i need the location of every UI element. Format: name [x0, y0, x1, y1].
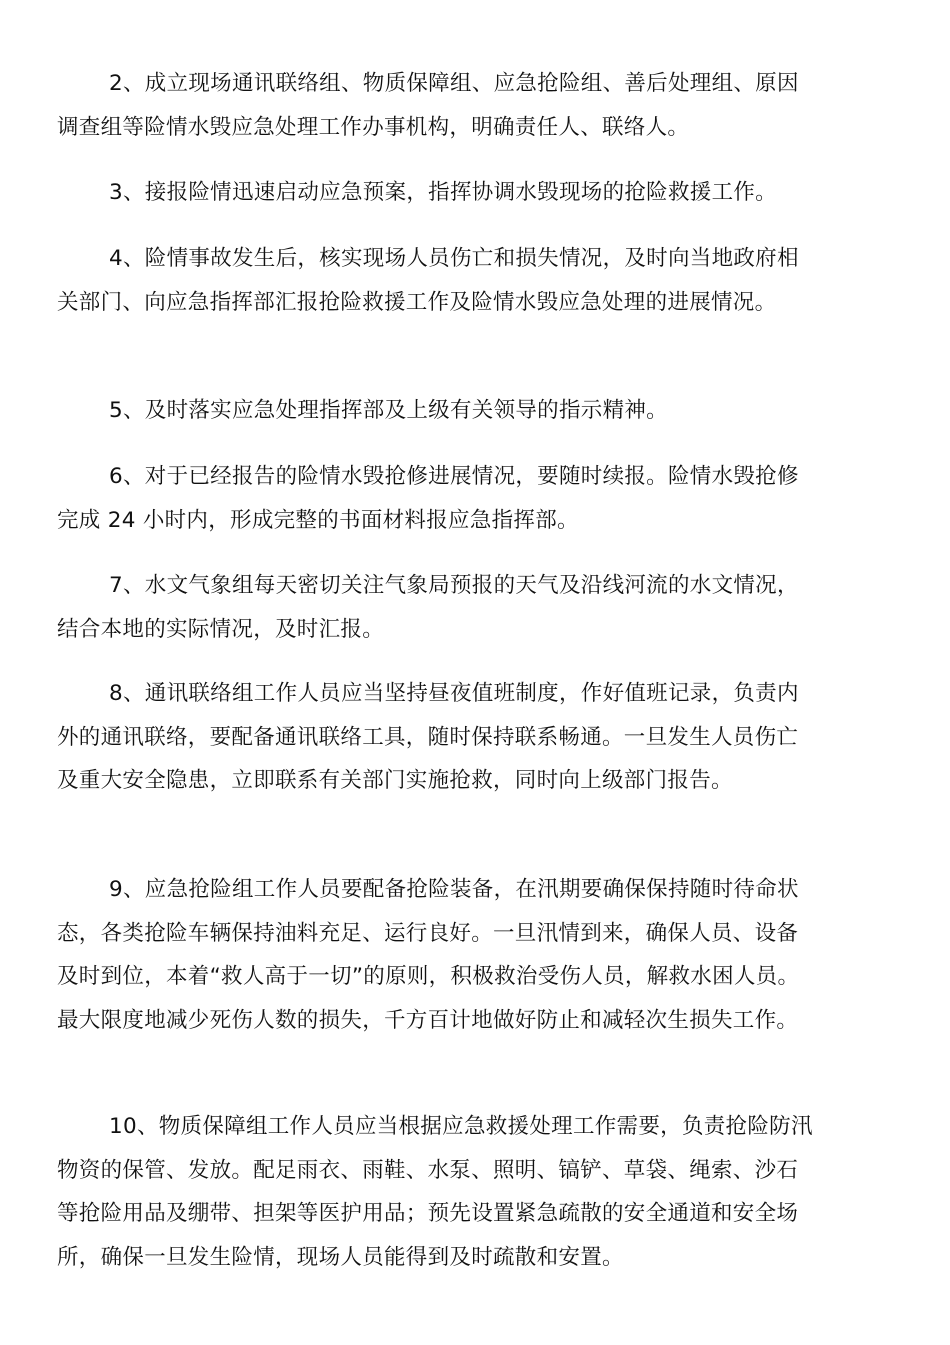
paragraph-item-3: 3、接报险情迅速启动应急预案，指挥协调水毁现场的抢险救援工作。: [109, 180, 777, 205]
paragraph-item-10: 10、物质保障组工作人员应当根据应急救援处理工作需要，负责抢险防汛物资的保管、发放。配足雨衣、雨鞋、水泵、照明、镐铲、草袋、绳索、沙石等抢险用品及绷带、担架等医护用品；预先设置紧急疏散的安全通道和安全场所，确保一旦发生险情，现场人员能得到及时疏散和安置。: [57, 1114, 813, 1270]
paragraph-item-2: 2、成立现场通讯联络组、物质保障组、应急抢险组、善后处理组、原因调查组等险情水毁应急处理工作办事机构，明确责任人、联络人。: [57, 71, 799, 140]
paragraph-item-5: 5、及时落实应急处理指挥部及上级有关领导的指示精神。: [109, 398, 668, 423]
paragraph-item-4: 4、险情事故发生后，核实现场人员伤亡和损失情况，及时向当地政府相关部门、向应急指挥部汇报抢险救援工作及险情水毁应急处理的进展情况。: [57, 246, 799, 315]
paragraph-item-7: 7、水文气象组每天密切关注气象局预报的天气及沿线河流的水文情况，结合本地的实际情况，及时汇报。: [57, 573, 799, 642]
paragraph-item-6: 6、对于已经报告的险情水毁抢修进展情况，要随时续报。险情水毁抢修完成 24 小时内，形成完整的书面材料报应急指挥部。: [57, 464, 799, 533]
paragraph-item-8: 8、通讯联络组工作人员应当坚持昼夜值班制度，作好值班记录，负责内外的通讯联络，要配备通讯联络工具，随时保持联系畅通。一旦发生人员伤亡及重大安全隐患，立即联系有关部门实施抢救，同时向上级部门报告。: [57, 681, 799, 793]
paragraph-item-9: 9、应急抢险组工作人员要配备抢险装备，在汛期要确保保持随时待命状态，各类抢险车辆保持油料充足、运行良好。一旦汛情到来，确保人员、设备及时到位，本着“救人高于一切”的原则，积极救治受伤人员，解救水困人员。最大限度地减少死伤人数的损失，千方百计地做好防止和减轻次生损失工作。: [57, 877, 800, 1033]
